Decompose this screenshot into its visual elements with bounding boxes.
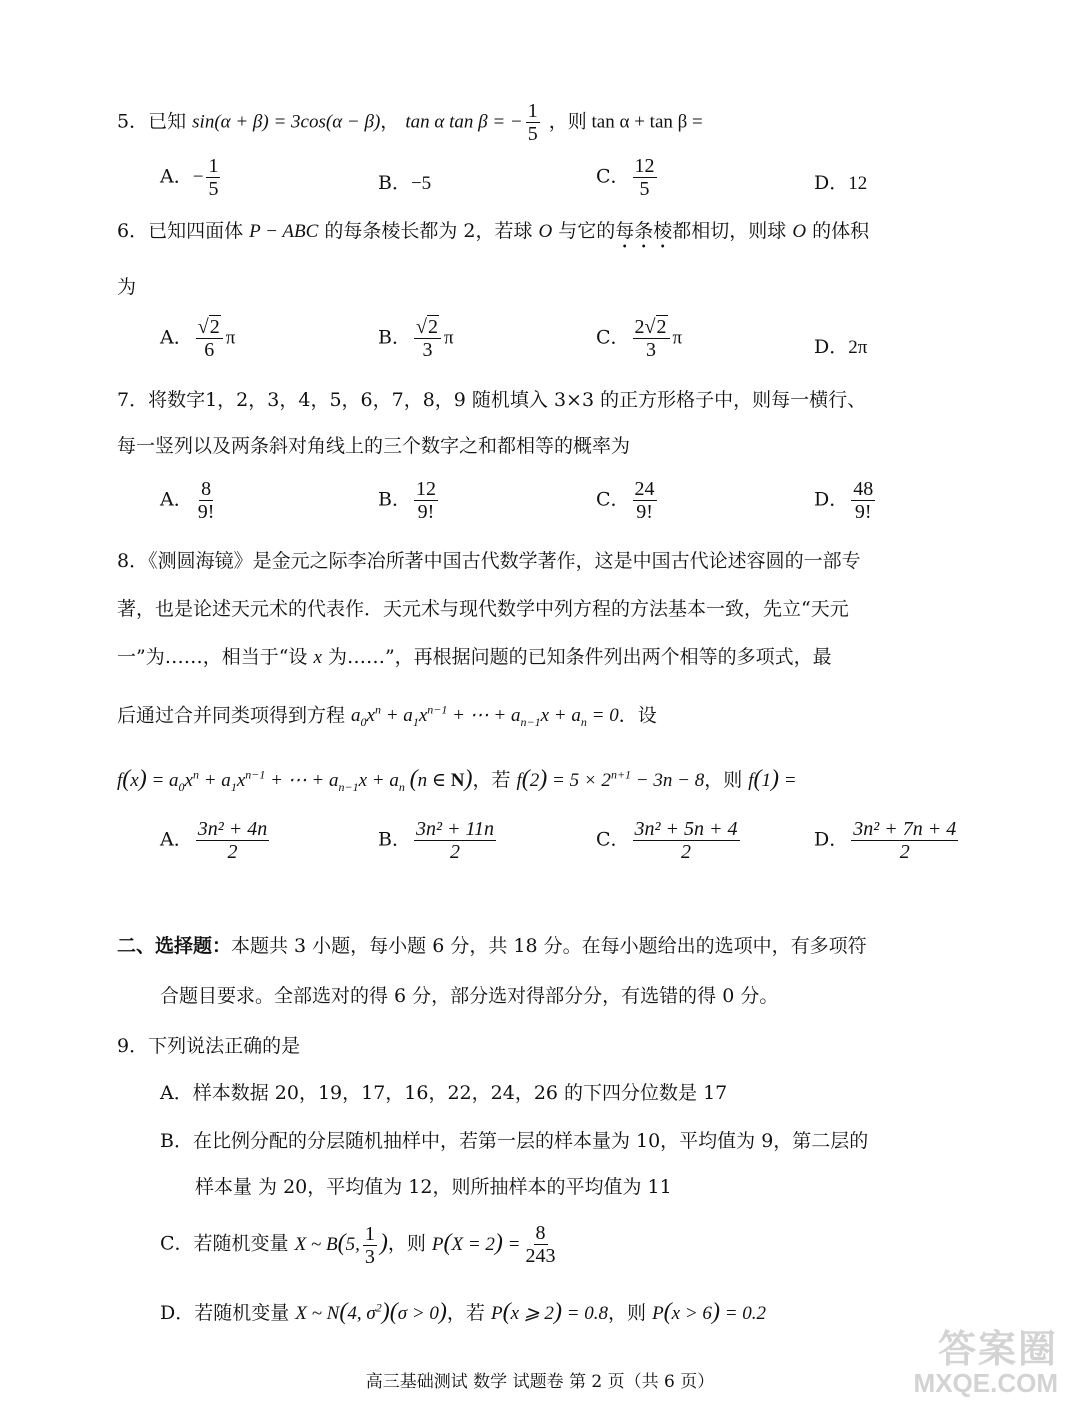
q8-line5: $f(x) = a_0x^n + a_1x^{n-1}$ + ⋯ + $a_{n-1}x + a_n$ (n ∈ N)，若 $f(2) = 5 \times 2^{n+1} - 3n - 8$，则 f(1) = xyxy=(117,766,797,794)
watermark-url: MXQE.COM xyxy=(913,1368,1058,1398)
q6-line2: 为 xyxy=(117,276,137,298)
q8-option-b: B． $\frac{\text{3n² + 11n}}{2}$ xyxy=(378,818,494,863)
section2-line2: 合题目要求。全部选对的得 6 分，部分选对得部分分，有选错的得 0 分。 xyxy=(160,985,779,1007)
probability-result: P(x > 6) = 0.2 xyxy=(652,1299,767,1325)
normal-expr: X ~ N(4, $\sigma^2)(\sigma > 0)$ xyxy=(295,1299,447,1325)
q8-option-c: C． $\frac{\text{3n² + 5n + 4}}{2}$ xyxy=(596,818,738,863)
q5-eq2: tan α tan β = − xyxy=(405,111,523,133)
q6-line1: 6．已知四面体 P − ABC 的每条棱长都为 2，若球 O 与它的每条棱都相切，则球 O 的体积 xyxy=(117,220,870,242)
emphasis-text: 每条棱 xyxy=(615,220,673,242)
q5-eq2-fraction: $\frac{1}{5}$ xyxy=(527,100,538,145)
q9-option-a: A．样本数据 20，19，17，16，22，24，26 的下四分位数是 17 xyxy=(160,1082,728,1104)
watermark-logo: 答案圈 xyxy=(937,1329,1058,1371)
q8-option-a: A． $\frac{\text{3n² + 4n}}{2}$ xyxy=(160,818,268,863)
section2-header: 二、选择题：本题共 3 小题，每小题 6 分，共 18 分。在每小题给出的选项中，有多项符 xyxy=(117,935,867,957)
binomial-expr: X ~ B(5, $\frac{1}{3}$ ) xyxy=(294,1222,388,1268)
q8-condition: $f(2) = 5 \times 2^{n+1} - 3n - 8$ xyxy=(516,766,705,792)
q7-line2: 每一竖列以及两条斜对角线上的三个数字之和都相等的概率为 xyxy=(117,435,631,457)
q9-option-d: D．若随机变量 X ~ N(4, $\sigma^2)(\sigma > 0)$，若 P(x ⩾ 2) = 0.8，则 P(x > 6) = 0.2 xyxy=(160,1299,767,1325)
q5-option-b: B．−5 xyxy=(378,172,432,194)
q5-stem: 5．已知 sin(α + β) = 3cos(α − β)， tan α tan β = − $\frac{1}{5}$ ，则 tan α + tan β = xyxy=(117,100,703,145)
q8-line4: 后通过合并同类项得到方程 $a_0x^n + a_1x^{n-1}$ + ⋯ + $a_{n-1}x + a_n = 0$．设 xyxy=(117,703,657,730)
page-footer: 高三基础测试 数学 试题卷 第 2 页（共 6 页） xyxy=(365,1372,715,1392)
section2-title: 二、选择题： xyxy=(117,935,232,957)
q9-option-b-line1: B．在比例分配的分层随机抽样中，若第一层的样本量为 10，平均值为 9，第二层的 xyxy=(160,1130,869,1152)
q7-option-c: C． $\frac{24}{9!}$ xyxy=(596,478,655,523)
q7-line1: 7．将数字1，2，3，4，5，6，7，8，9 随机填入 3×3 的正方形格子中，则每一横行、 xyxy=(117,389,867,411)
q6-option-c: C． $\frac{2√ 2}{3}$ π xyxy=(596,316,682,361)
q9-option-b-line2: 样本量 为 20，平均值为 12，则所抽样本的平均值为 11 xyxy=(195,1176,672,1198)
q9-stem: 9．下列说法正确的是 xyxy=(117,1035,301,1057)
q8-function-def: $f(x) = a_0x^n + a_1x^{n-1}$ + ⋯ + $a_{n-1}x + a_n$ (n ∈ N) xyxy=(117,766,473,794)
q9-option-c: C．若随机变量 X ~ B(5, $\frac{1}{3}$ )，则 P(X = 2) = $\frac{8}{243}$ xyxy=(160,1222,556,1268)
q6-option-a: A． √ $\frac{2}{6}$ π xyxy=(160,316,235,361)
q5-option-c: C． $\frac{12}{5}$ xyxy=(596,155,655,200)
q7-option-b: B． $\frac{12}{9!}$ xyxy=(378,478,436,523)
q8-line2: 著，也是论述天元术的代表作．天元术与现代数学中列方程的方法基本一致，先立“天元 xyxy=(117,598,849,620)
q7-option-d: D． $\frac{48}{9!}$ xyxy=(814,478,874,523)
q5-option-a: A．− $\frac{1}{5}$ xyxy=(160,155,219,200)
probability-expr: P(X = 2) = xyxy=(431,1229,521,1256)
probability-condition: P(x ⩾ 2) = 0.8 xyxy=(490,1299,609,1325)
q6-option-d: D．2π xyxy=(814,336,868,358)
q7-option-a: A． $\frac{8}{9!}$ xyxy=(160,478,215,523)
q5-option-d: D．12 xyxy=(814,172,868,194)
q8-equation: $a_0x^n + a_1x^{n-1}$ + ⋯ + $a_{n-1}x + a_n = 0$ xyxy=(351,703,619,730)
q8-target: f(1) = xyxy=(748,766,797,792)
q5-eq1: sin(α + β) = 3cos(α − β) xyxy=(192,111,381,133)
q8-line3: 一”为……，相当于“设 x 为……”，再根据问题的已知条件列出两个相等的多项式，最 xyxy=(117,646,832,668)
q8-option-d: D． $\frac{\text{3n² + 7n + 4}}{2}$ xyxy=(814,818,957,863)
q8-line1: 8．《测圆海镜》是金元之际李冶所著中国古代数学著作，这是中国古代论述容圆的一部专 xyxy=(117,550,861,572)
q6-option-b: B． √ $\frac{2}{3}$ π xyxy=(378,316,454,361)
